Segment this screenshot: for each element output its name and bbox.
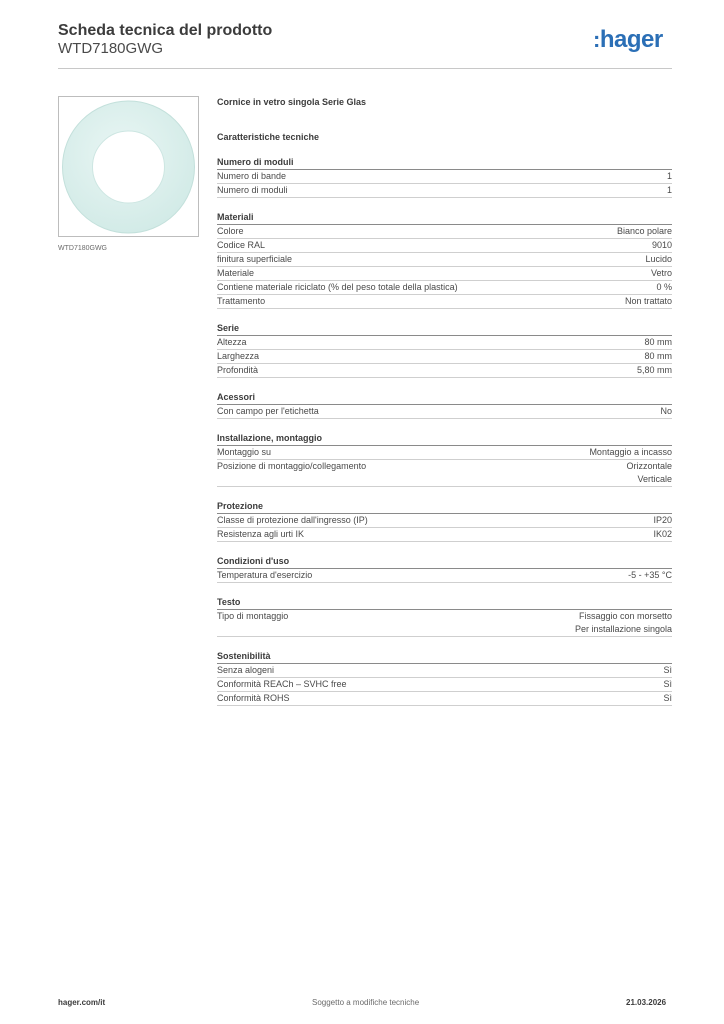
spec-row [217, 678, 672, 692]
spec-value: Lucido [645, 254, 672, 264]
spec-label: Resistenza agli urti IK [217, 529, 305, 539]
product-name: Cornice in vetro singola Serie Glas [217, 97, 367, 107]
spec-value: Sì [663, 679, 672, 689]
section-title: Numero di moduli [217, 156, 672, 170]
footer-date: 21.03.2026 [626, 998, 667, 1007]
spec-row [217, 267, 672, 281]
spec-label: Profondità [217, 365, 259, 375]
product-image [58, 96, 199, 237]
characteristics-title: Caratteristiche tecniche [217, 132, 320, 142]
spec-row [217, 336, 672, 350]
section-title: Protezione [217, 500, 672, 514]
section-title: Serie [217, 322, 672, 336]
spec-value: Montaggio a incasso [589, 447, 672, 457]
spec-value: Bianco polare [616, 226, 672, 236]
section-title: Sostenibilità [217, 650, 672, 664]
spec-value: 5,80 mm [636, 365, 672, 375]
spec-label: Codice RAL [217, 240, 266, 250]
spec-label: Trattamento [217, 296, 266, 306]
spec-section [217, 322, 672, 378]
spec-section [217, 391, 672, 419]
spec-value: Sì [663, 665, 672, 675]
page-title: Scheda tecnica del prodotto [58, 22, 273, 39]
spec-label: Tipo di montaggio [217, 611, 289, 621]
spec-value: 1 [666, 185, 672, 195]
spec-label: Senza alogeni [217, 665, 275, 675]
spec-section [217, 500, 672, 542]
spec-label: Conformità REACh – SVHC free [217, 679, 347, 689]
spec-section [217, 211, 672, 309]
spec-section [217, 432, 672, 487]
spec-label: Montaggio su [217, 447, 272, 457]
spec-value: Non trattato [624, 296, 672, 306]
spec-row [217, 364, 672, 378]
spec-section [217, 650, 672, 706]
spec-row [217, 170, 672, 184]
section-title: Acessori [217, 391, 672, 405]
spec-section [217, 156, 672, 198]
spec-label: Materiale [217, 268, 255, 278]
spec-label: Altezza [217, 337, 247, 347]
spec-value: Fissaggio con morsetto Per installazione singola [574, 611, 672, 634]
spec-row [217, 239, 672, 253]
section-title: Condizioni d'uso [217, 555, 672, 569]
spec-row [217, 460, 672, 487]
spec-label: finitura superficiale [217, 254, 293, 264]
spec-label: Numero di moduli [217, 185, 288, 195]
spec-row [217, 664, 672, 678]
logo-colon-mark: : [593, 27, 600, 52]
spec-content [217, 96, 672, 706]
spec-value: Orizzontale Verticale [626, 461, 672, 484]
glass-frame-image [59, 97, 198, 236]
spec-value: 0 % [656, 282, 672, 292]
spec-value: IP20 [653, 515, 672, 525]
spec-row [217, 528, 672, 542]
spec-value: IK02 [653, 529, 672, 539]
spec-row [217, 281, 672, 295]
spec-label: Colore [217, 226, 244, 236]
spec-label: Larghezza [217, 351, 260, 361]
spec-row [217, 692, 672, 706]
section-title: Installazione, montaggio [217, 432, 672, 446]
footer-website: hager.com/it [58, 998, 106, 1007]
spec-row [217, 225, 672, 239]
spec-value: 80 mm [644, 337, 672, 347]
spec-value: -5 - +35 °C [628, 570, 672, 580]
spec-row [217, 253, 672, 267]
spec-row [217, 610, 672, 637]
spec-value: 9010 [651, 240, 672, 250]
spec-section [217, 555, 672, 583]
spec-label: Temperatura d'esercizio [217, 570, 313, 580]
spec-value: Sì [663, 693, 672, 703]
header-divider [58, 68, 672, 69]
section-title: Materiali [217, 211, 672, 225]
hager-logo [593, 26, 663, 54]
spec-label: Conformità ROHS [217, 693, 290, 703]
spec-row [217, 350, 672, 364]
logo-text: hager [599, 26, 663, 53]
footer-disclaimer: Soggetto a modifiche tecniche [312, 998, 420, 1007]
spec-section [217, 596, 672, 637]
spec-label: Classe di protezione dall'ingresso (IP) [217, 515, 368, 525]
spec-row [217, 569, 672, 583]
spec-row [217, 184, 672, 198]
section-title: Testo [217, 596, 672, 610]
spec-row [217, 295, 672, 309]
spec-row [217, 514, 672, 528]
spec-label: Posizione di montaggio/collegamento [217, 461, 367, 471]
product-code: WTD7180GWG [58, 40, 164, 57]
spec-value: No [660, 406, 672, 416]
spec-label: Numero di bande [217, 171, 287, 181]
spec-sections [217, 156, 672, 706]
spec-row [217, 405, 672, 419]
spec-value: Vetro [650, 268, 672, 278]
spec-row [217, 446, 672, 460]
spec-value: 80 mm [644, 351, 672, 361]
spec-label: Con campo per l'etichetta [217, 406, 319, 416]
image-caption: WTD7180GWG [58, 245, 108, 252]
spec-value: 1 [666, 171, 672, 181]
spec-label: Contiene materiale riciclato (% del peso totale della plastica) [217, 282, 458, 292]
